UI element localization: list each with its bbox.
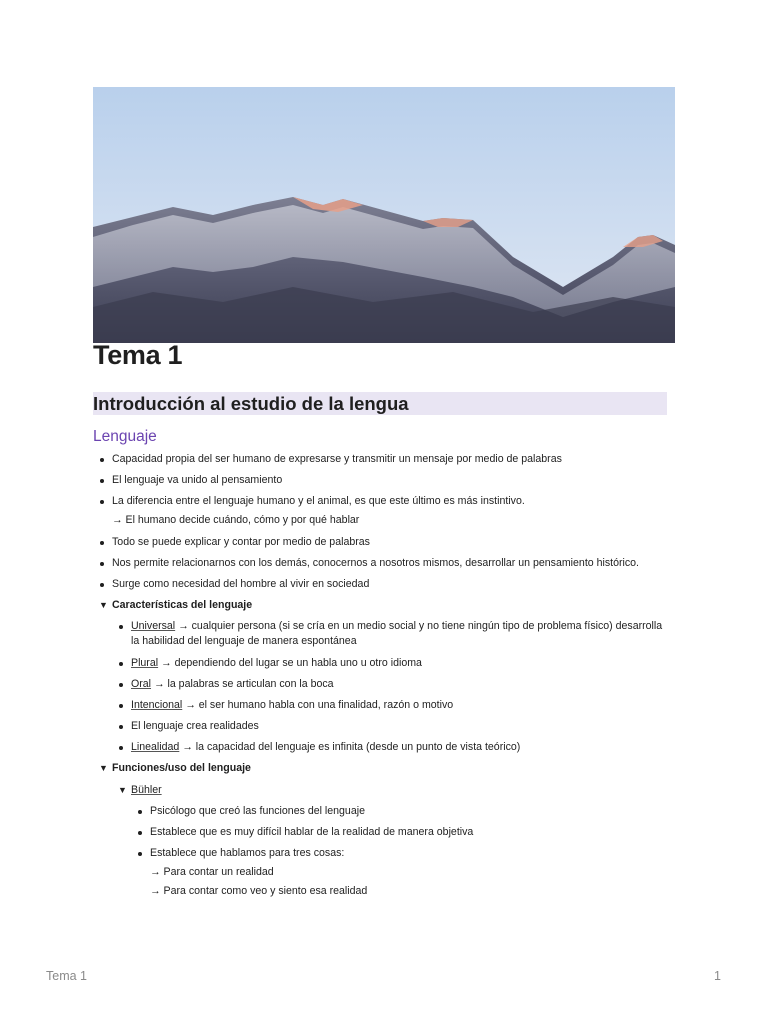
section-heading [93, 392, 667, 415]
term-description: → dependiendo del lugar se un habla uno u otro idioma [158, 656, 422, 669]
list-item-text: La diferencia entre el lenguaje humano y el animal, es que este último es más instintivo. [112, 495, 525, 508]
list-item [131, 846, 673, 899]
term: Oral [131, 677, 152, 690]
term-description: → la capacidad del lenguaje es infinita (desde un punto de vista teórico) [179, 741, 521, 754]
mountain-landscape-image [93, 87, 675, 343]
term-description: → cualquier persona (si se cría en un medio social y no tiene ningún tipo de problema físico) desarrolla la habilidad del lenguaje de manera espontánea [131, 620, 663, 648]
list-item: El lenguaje va unido al pensamiento [93, 473, 673, 488]
section-heading-text: Introducción al estudio de la lengua [93, 393, 409, 414]
term: Universal [131, 620, 176, 633]
term: Intencional [131, 698, 183, 711]
document-body [93, 452, 673, 905]
toggle-content [93, 619, 673, 755]
term-description: El lenguaje crea realidades [131, 720, 259, 733]
list-item: Psicólogo que creó las funciones del lenguaje [131, 804, 673, 819]
toggle-buhler[interactable] [112, 783, 673, 798]
list-item [112, 698, 673, 713]
list-item-text: Establece que hablamos para tres cosas: [150, 847, 345, 860]
term: Linealidad [131, 741, 180, 754]
bullet-list [112, 619, 673, 755]
cover-image [93, 87, 675, 343]
toggle-content [112, 804, 673, 899]
list-item-note: → Para contar un realidad [150, 866, 274, 879]
bullet-list [131, 804, 673, 899]
toggle-content [93, 783, 673, 900]
term: Plural [131, 656, 159, 669]
list-item [112, 740, 673, 755]
toggle-label: Funciones/uso del lenguaje [112, 762, 251, 775]
list-item: Capacidad propia del ser humano de expresarse y transmitir un mensaje por medio de palabras [93, 452, 673, 467]
list-item [93, 494, 673, 528]
list-item [112, 719, 673, 734]
list-item [112, 656, 673, 671]
toggle-triangle-icon[interactable]: ▼ [99, 763, 108, 774]
list-item-note: → Para contar como veo y siento esa realidad [150, 885, 368, 898]
page-title: Tema 1 [93, 340, 183, 370]
bullet-list [93, 452, 673, 592]
page-number: 1 [714, 969, 721, 983]
list-item: Todo se puede explicar y contar por medio de palabras [93, 535, 673, 550]
subsection-heading: Lenguaje [93, 428, 157, 445]
term-description: → el ser humano habla con una finalidad, razón o motivo [182, 698, 454, 711]
toggle-triangle-icon[interactable]: ▼ [118, 784, 127, 795]
toggle-label: Características del lenguaje [112, 599, 253, 612]
footer-doc-title: Tema 1 [46, 969, 87, 983]
list-item: Establece que es muy difícil hablar de la realidad de manera objetiva [131, 825, 673, 840]
toggle-funciones[interactable] [93, 761, 673, 776]
list-item [112, 677, 673, 692]
toggle-label: Bühler [131, 783, 162, 796]
list-item-note: → El humano decide cuándo, cómo y por qué hablar [112, 514, 360, 527]
toggle-triangle-icon[interactable]: ▼ [99, 600, 108, 611]
term-description: → la palabras se articulan con la boca [151, 677, 334, 690]
list-item: Nos permite relacionarnos con los demás, conocernos a nosotros mismos, desarrollar un pensamiento histórico. [93, 556, 673, 571]
toggle-caracteristicas[interactable] [93, 598, 673, 613]
list-item [112, 619, 673, 649]
list-item: Surge como necesidad del hombre al vivir en sociedad [93, 577, 673, 592]
